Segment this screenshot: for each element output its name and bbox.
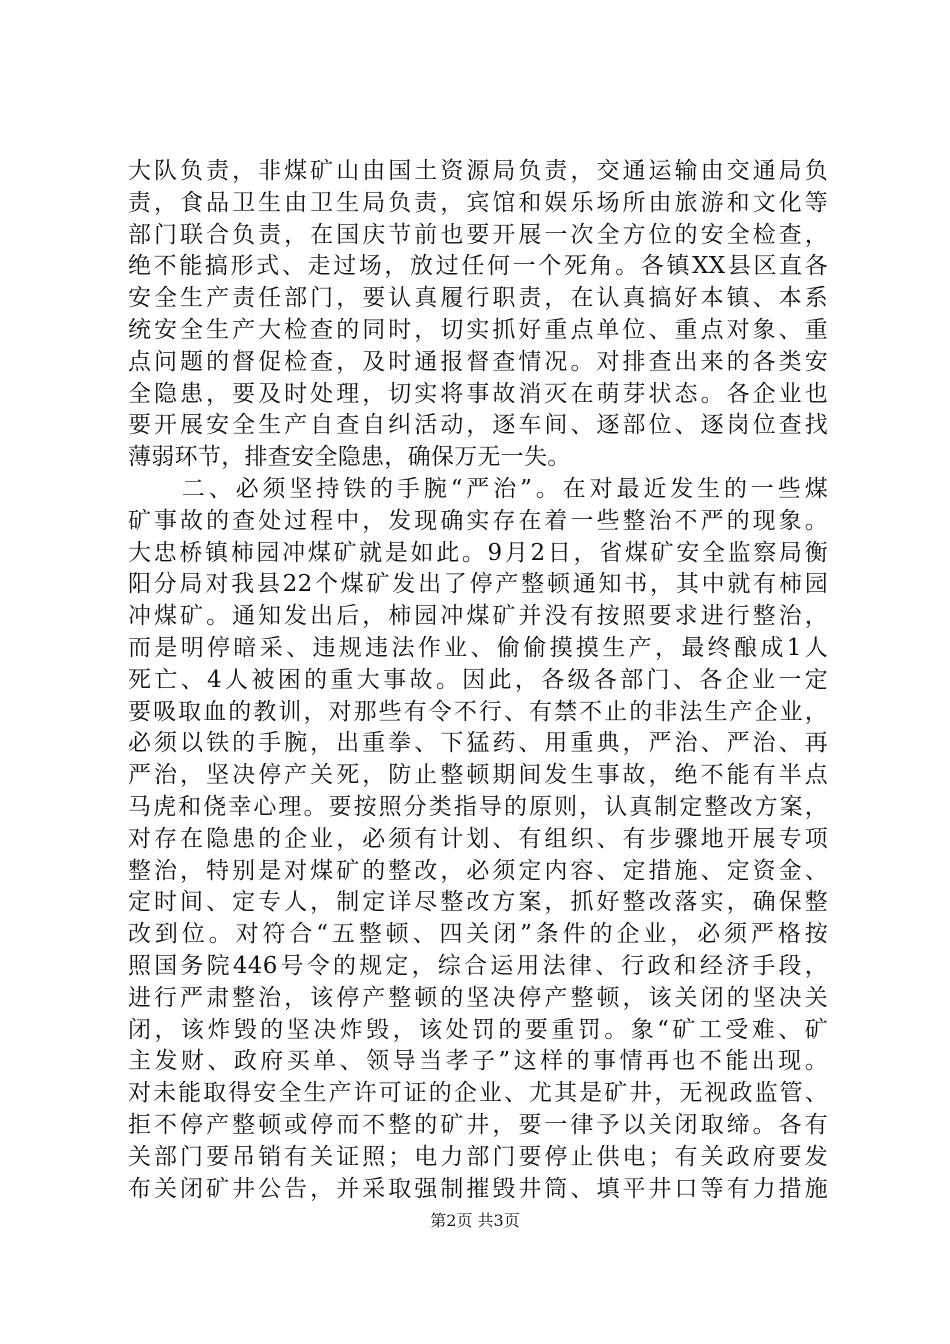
text-line: 死亡、4人被困的重大事故。因此，各级各部门、各企业一定 xyxy=(128,666,828,693)
text-line: 闭，该炸毁的坚决炸毁，该处罚的要重罚。象“矿工受难、矿 xyxy=(128,1016,828,1043)
text-line: 责，食品卫生由卫生局负责，宾馆和娱乐场所由旅游和文化等 xyxy=(128,189,828,216)
text-line: 要吸取血的教训，对那些有令不行、有禁不止的非法生产企业， xyxy=(128,698,828,725)
text-line: 安全生产责任部门，要认真履行职责，在认真搞好本镇、本系 xyxy=(128,285,828,312)
section-heading-line: 二、必须坚持铁的手腕“严治”。在对最近发生的一些煤 xyxy=(128,475,828,502)
text-line: 而是明停暗采、违规违法作业、偷偷摸摸生产，最终酿成1人 xyxy=(128,634,828,661)
text-line: 拒不停产整顿或停而不整的矿井，要一律予以关闭取缔。各有 xyxy=(128,1111,828,1138)
text-line: 冲煤矿。通知发出后，柿园冲煤矿并没有按照要求进行整治， xyxy=(128,603,828,630)
text-line: 定时间、定专人，制定详尽整改方案，抓好整改落实，确保整 xyxy=(128,889,828,916)
text-line: 要开展安全生产自查自纠活动，逐车间、逐部位、逐岗位查找 xyxy=(128,412,828,439)
text-line: 统安全生产大检查的同时，切实抓好重点单位、重点对象、重 xyxy=(128,316,828,343)
text-line: 部门联合负责，在国庆节前也要开展一次全方位的安全检查， xyxy=(128,221,828,248)
text-line: 改到位。对符合“五整顿、四关闭”条件的企业，必须严格按 xyxy=(128,921,828,948)
text-line: 绝不能搞形式、走过场，放过任何一个死角。各镇XX县区直各 xyxy=(128,253,828,280)
text-line: 全隐患，要及时处理，切实将事故消灭在萌芽状态。各企业也 xyxy=(128,380,828,407)
text-line: 阳分局对我县22个煤矿发出了停产整顿通知书，其中就有柿园 xyxy=(128,571,828,598)
text-line: 必须以铁的手腕，出重拳、下猛药、用重典，严治、严治、再 xyxy=(128,730,828,757)
text-line: 矿事故的查处过程中，发现确实存在着一些整治不严的现象。 xyxy=(128,507,828,534)
text-line: 点问题的督促检查，及时通报督查情况。对排查出来的各类安 xyxy=(128,348,828,375)
text-line: 严治，坚决停产关死，防止整顿期间发生事故，绝不能有半点 xyxy=(128,762,828,789)
text-line: 整治，特别是对煤矿的整改，必须定内容、定措施、定资金、 xyxy=(128,857,828,884)
text-line: 主发财、政府买单、领导当孝子”这样的事情再也不能出现。 xyxy=(128,1048,828,1075)
text-line: 布关闭矿井公告，并采取强制摧毁井筒、填平井口等有力措施 xyxy=(128,1175,828,1202)
text-line: 进行严肃整治，该停产整顿的坚决停产整顿，该关闭的坚决关 xyxy=(128,984,828,1011)
text-line: 马虎和侥幸心理。要按照分类指导的原则，认真制定整改方案， xyxy=(128,793,828,820)
text-line: 照国务院446号令的规定，综合运用法律、行政和经济手段， xyxy=(128,952,828,979)
page-number-footer: 第2页 共3页 xyxy=(430,1211,520,1230)
text-line: 对存在隐患的企业，必须有计划、有组织、有步骤地开展专项 xyxy=(128,825,828,852)
paragraph-end-line: 薄弱环节，排查安全隐患，确保万无一失。 xyxy=(128,444,571,471)
text-line: 关部门要吊销有关证照；电力部门要停止供电；有关政府要发 xyxy=(128,1143,828,1170)
document-body xyxy=(128,156,828,1205)
text-line: 对未能取得安全生产许可证的企业、尤其是矿井，无视政监管、 xyxy=(128,1080,828,1107)
text-line: 大忠桥镇柿园冲煤矿就是如此。9月2日，省煤矿安全监察局衡 xyxy=(128,539,828,566)
text-line: 大队负责，非煤矿山由国土资源局负责，交通运输由交通局负 xyxy=(128,158,828,184)
